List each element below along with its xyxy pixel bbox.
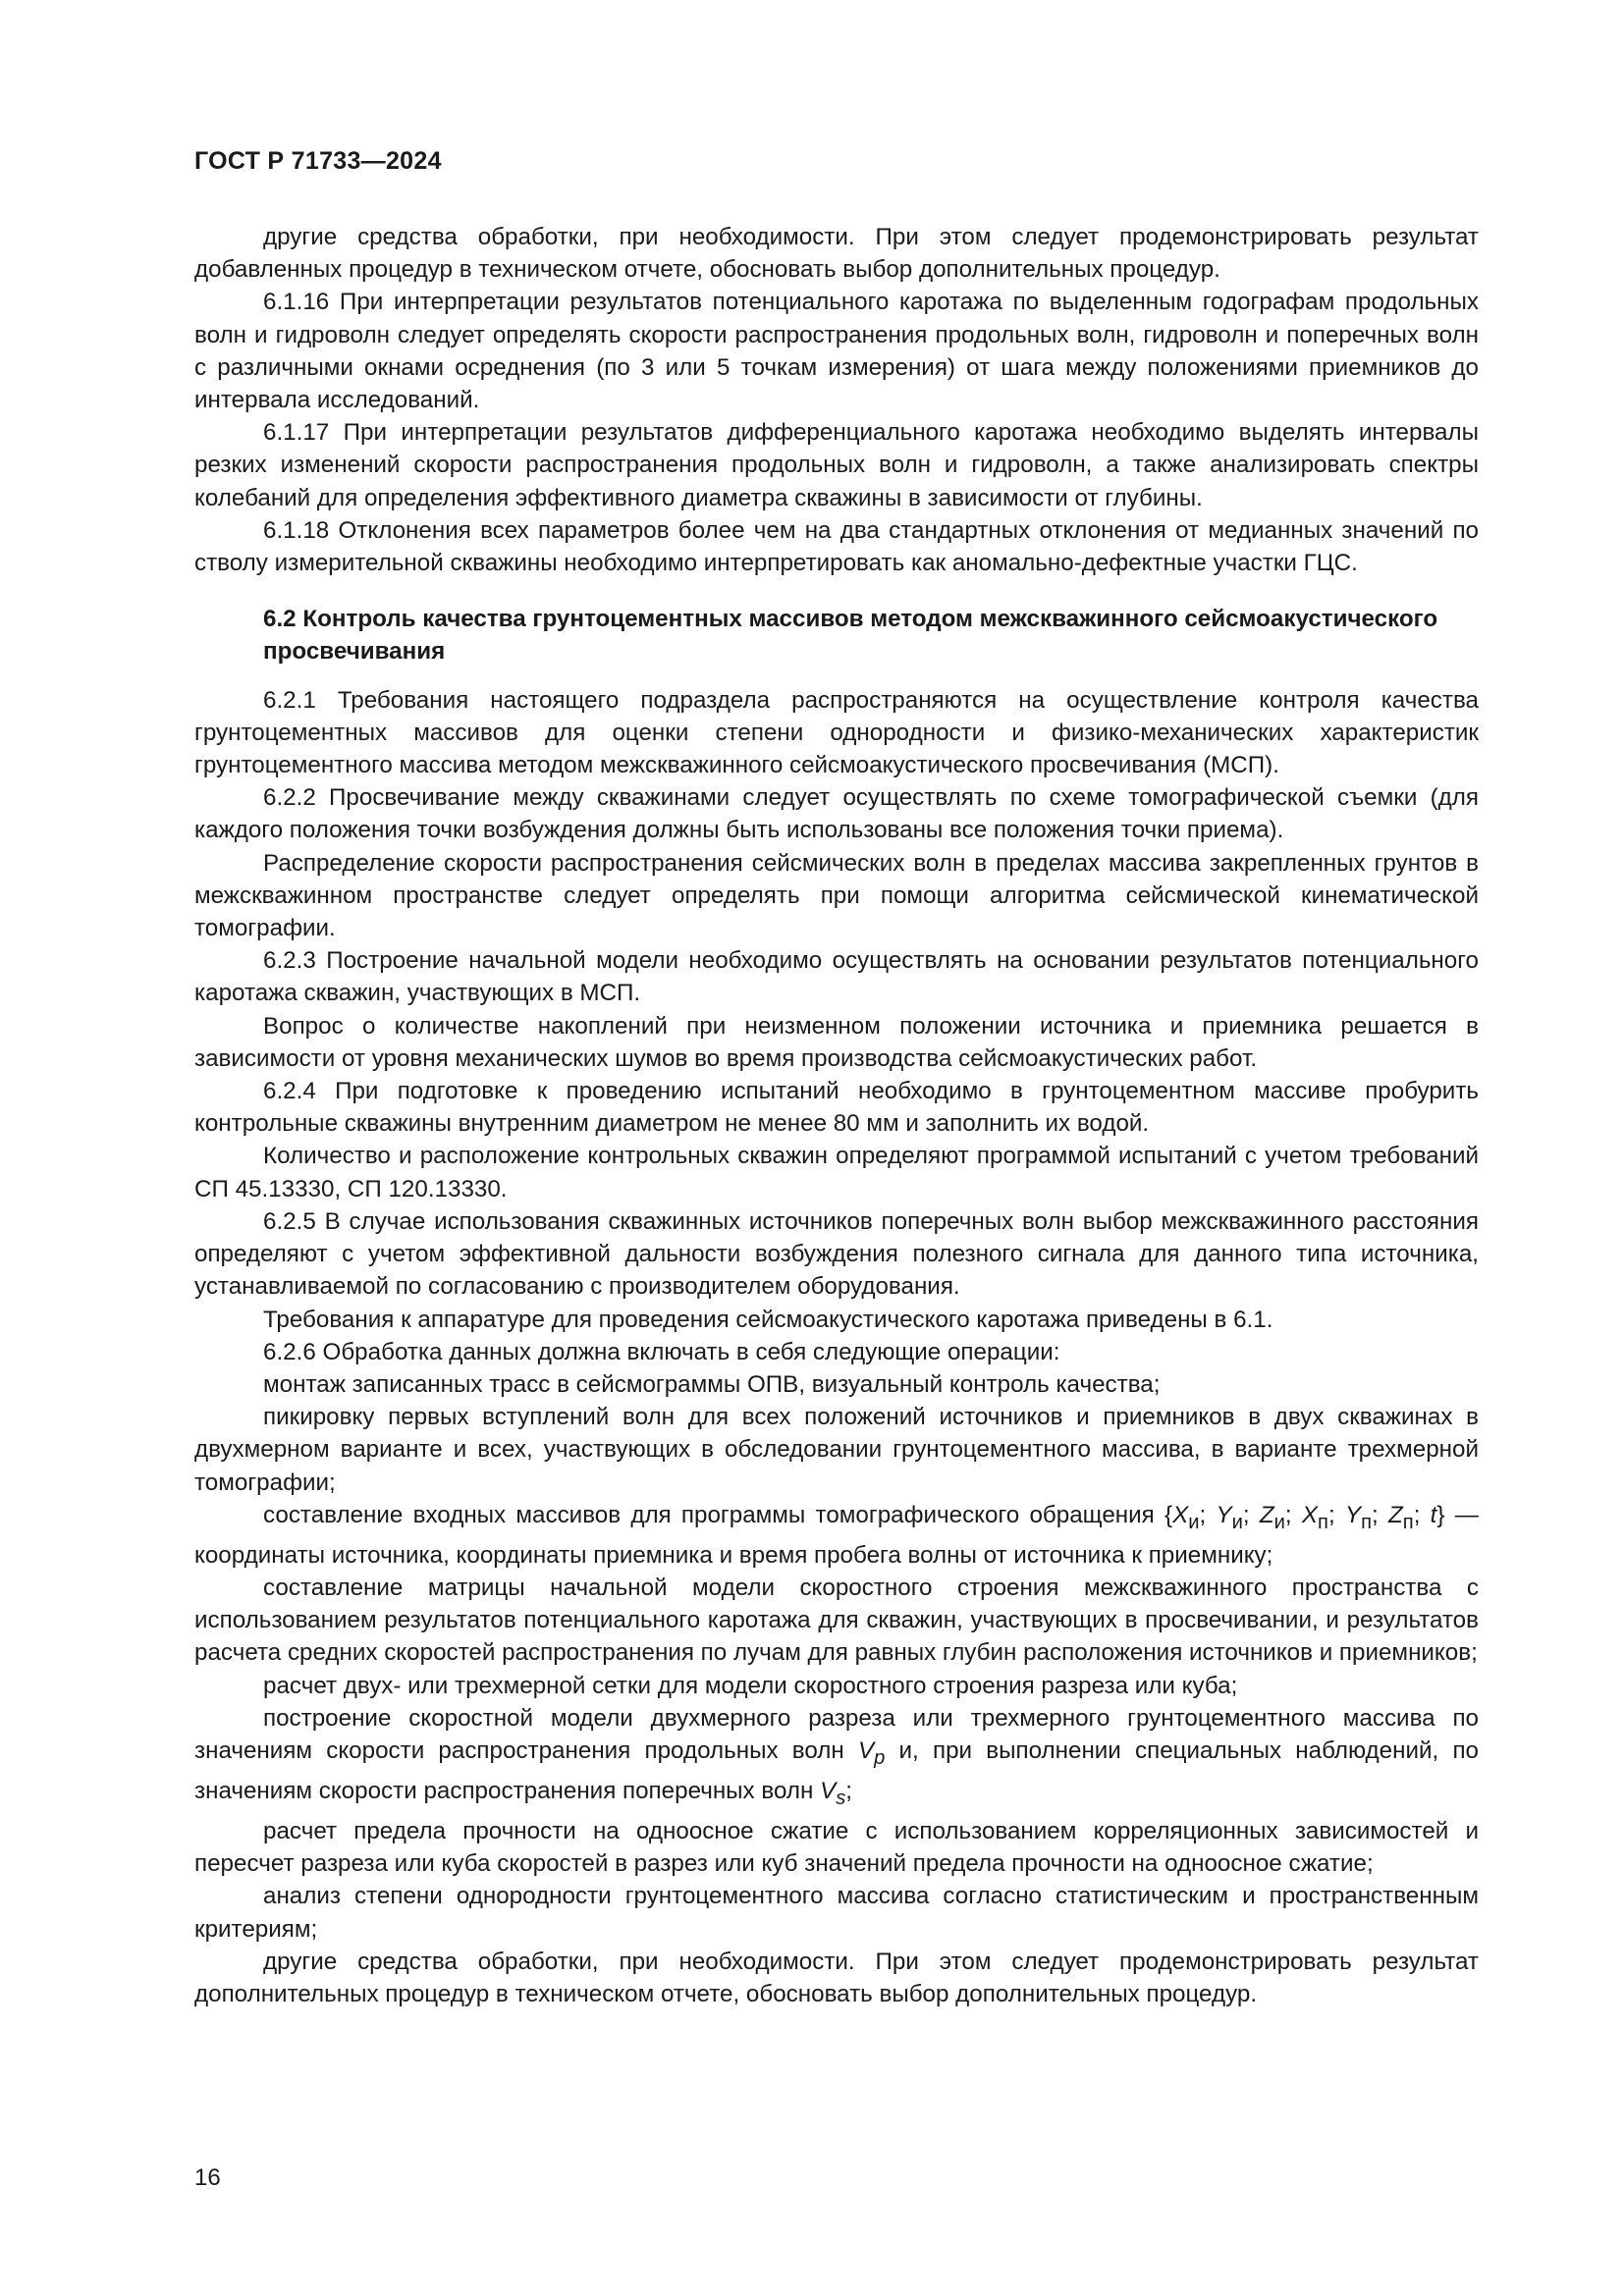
list-item: анализ степени однородности грунтоцементного массива согласно статистическим и пространственным критериям; — [194, 1883, 1479, 1943]
paragraph: Вопрос о количестве накоплений при неизменном положении источника и приемника решается в зависимости от уровня механических шумов во время производства сейсмоакустических работ. — [194, 1012, 1479, 1072]
paragraph-6-2-2: 6.2.2 Просвечивание между скважинами следует осуществлять по схеме томографической съемки (для каждого положения точки возбуждения должны быть использованы все положения точки приема). — [194, 784, 1479, 844]
page-number: 16 — [194, 2164, 221, 2191]
paragraph: другие средства обработки, при необходимости. При этом следует продемонстрировать результат добавленных процедур в техническом отчете, обосновать выбор дополнительных процедур. — [194, 224, 1479, 284]
list-item: монтаж записанных трасс в сейсмограммы ОПВ, визуальный контроль качества; — [263, 1370, 1161, 1398]
velocity-text: и, при выполнении специальных наблюдений, по значениям скорости распространения поперечных волн — [194, 1736, 1479, 1804]
formula-sub: и — [1231, 1511, 1243, 1533]
list-item: составление матрицы начальной модели скоростного строения межскважинного пространства с использованием результатов потенциального каротажа для скважин, участвующих в просвечивании, и результатов расчета средних скоростей распространения по лучам для равных глубин расположения источников и приемников; — [194, 1574, 1479, 1667]
formula-sub: и — [1188, 1511, 1200, 1533]
velocity-text: ; — [845, 1778, 853, 1804]
list-item: другие средства обработки, при необходимости. При этом следует продемонстрировать результат дополнительных процедур в техническом отчете, обосновать выбор дополнительных процедур. — [194, 1948, 1479, 2008]
velocity-text: построение скоростной модели двухмерного разреза или трехмерного грунтоцементного массива по значениям скорости распространения продольных волн — [194, 1704, 1479, 1764]
formula-sub: п — [1361, 1511, 1372, 1533]
list-item: пикировку первых вступлений волн для всех положений источников и приемников в двух скважинах в двухмерном варианте и всех, участвующих в обследовании грунтоцементного массива, в варианте трехмерной томографии; — [194, 1404, 1479, 1496]
formula-var: X — [1172, 1501, 1189, 1528]
formula-separator: ; — [1327, 1501, 1345, 1528]
paragraph-6-2-5: 6.2.5 В случае использования скважинных источников поперечных волн выбор межскважинного расстояния определяют с учетом эффективной дальности возбуждения полезного сигнала для данного типа источника, устанавливаемой по согласованию с производителем оборудования. — [194, 1207, 1479, 1301]
formula-var: Z — [1259, 1501, 1274, 1528]
section-heading-6-2: 6.2 Контроль качества грунтоцементных массивов методом межскважинного сейсмоакустического просвечивания — [263, 606, 1438, 666]
paragraph-6-2-3: 6.2.3 Построение начальной модели необходимо осуществлять на основании результатов потенциального каротажа скважин, участвующих в МСП. — [194, 947, 1479, 1007]
formula-var: Y — [1344, 1501, 1362, 1528]
formula-var: Y — [1216, 1501, 1232, 1528]
formula-sub: п — [1402, 1511, 1414, 1533]
formula-var: t — [1430, 1501, 1437, 1528]
velocity-symbol: V — [820, 1778, 837, 1804]
paragraph: Количество и расположение контрольных скважин определяют программой испытаний с учетом требований СП 45.13330, СП 120.13330. — [194, 1143, 1479, 1202]
document-header: ГОСТ Р 71733—2024 — [194, 147, 442, 175]
list-item-formula — [194, 1499, 1479, 1572]
formula-suffix: } — координаты источника, координаты приемника и время пробега волны от источника к приемнику; — [194, 1501, 1479, 1569]
velocity-sub — [874, 1747, 885, 1769]
velocity-symbol: V — [857, 1736, 875, 1764]
paragraph-6-1-17: 6.1.17 При интерпретации результатов дифференциального каротажа необходимо выделять интервалы резких изменений скорости распространения продольных волн и гидроволн, а также анализировать спектры колебаний для определения эффективного диаметра скважины в зависимости от глубины. — [194, 419, 1479, 511]
velocity-sub — [836, 1788, 845, 1809]
paragraph-6-2-4: 6.2.4 При подготовке к проведению испытаний необходимо в грунтоцементном массиве пробурить контрольные скважины внутренним диаметром не менее 80 мм и заполнить их водой. — [194, 1078, 1479, 1138]
formula-separator: ; — [1242, 1501, 1260, 1528]
paragraph-6-2-6: 6.2.6 Обработка данных должна включать в себя следующие операции: — [263, 1338, 1060, 1365]
paragraph-6-1-18: 6.1.18 Отклонения всех параметров более чем на два стандартных отклонения от медианных значений по стволу измерительной скважины необходимо интерпретировать как аномально-дефектные участки ГЦС. — [194, 516, 1479, 577]
formula-separator: ; — [1372, 1501, 1388, 1528]
formula-sub: и — [1273, 1511, 1285, 1533]
formula-var: Z — [1387, 1501, 1403, 1528]
formula-sub: п — [1318, 1511, 1328, 1533]
velocity-sub-letter: p — [874, 1746, 886, 1769]
velocity-sub-letter: s — [836, 1787, 846, 1809]
formula-separator: ; — [1199, 1501, 1217, 1528]
list-item: расчет предела прочности на одноосное сжатие с использованием корреляционных зависимостей и пересчет разреза или куба скоростей в разрез или куб значений предела прочности на одноосное сжатие; — [194, 1818, 1479, 1878]
list-item: расчет двух- или трехмерной сетки для модели скоростного строения разреза или куба; — [263, 1672, 1238, 1699]
formula-var: X — [1301, 1501, 1319, 1528]
paragraph-6-2-1: 6.2.1 Требования настоящего подраздела распространяются на осуществление контроля качества грунтоцементных массивов для оценки степени однородности и физико-механических характеристик грунтоцементного массива методом межскважинного сейсмоакустического просвечивания (МСП). — [194, 686, 1479, 779]
formula-prefix: составление входных массивов для программы томографического обращения { — [263, 1501, 1173, 1528]
paragraph: Требования к аппаратуре для проведения сейсмоакустического каротажа приведены в 6.1. — [263, 1306, 1273, 1333]
document-body — [194, 221, 1479, 2010]
list-item-velocity — [194, 1702, 1479, 1815]
paragraph-6-1-16: 6.1.16 При интерпретации результатов потенциального каротажа по выделенным годографам продольных волн и гидроволн следует определять скорости распространения продольных волн, гидроволн и поперечных волн с различными окнами осреднения (по 3 или 5 точкам измерения) от шага между положениями приемников до интервала исследований. — [194, 289, 1479, 414]
formula-separator: ; — [1413, 1501, 1431, 1528]
paragraph: Распределение скорости распространения сейсмических волн в пределах массива закрепленных грунтов в межскважинном пространстве следует определять при помощи алгоритма сейсмической кинематической томографии. — [194, 849, 1479, 942]
formula-separator: ; — [1284, 1501, 1302, 1528]
